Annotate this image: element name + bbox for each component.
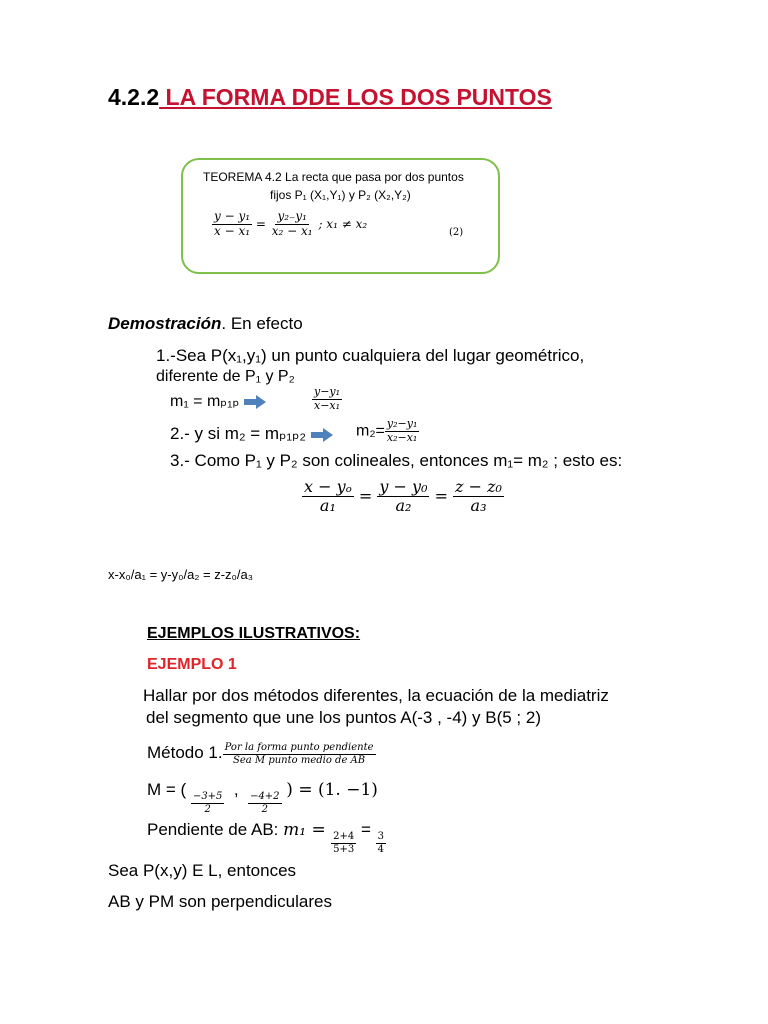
demo-heading bbox=[108, 314, 303, 334]
m2-num: y₂−y₁ bbox=[386, 417, 418, 430]
right-arrow-icon bbox=[311, 428, 333, 442]
midpoint-comma: , bbox=[233, 780, 239, 799]
slope-result-num: 3 bbox=[377, 831, 384, 842]
slope-m: m₁ = bbox=[283, 820, 332, 840]
step2-text: 2.- y si m₂ = mₚ₁ₚ₂ bbox=[170, 424, 306, 443]
midpoint-x-num: −3+5 bbox=[192, 791, 223, 802]
section-number: 4.2.2 bbox=[108, 84, 160, 110]
theorem-lhs-num: y − y₁ bbox=[214, 209, 251, 223]
problem-line2: del segmento que une los puntos A(-3 , -4) y B(5 ; 2) bbox=[146, 708, 541, 727]
eq-a-fraction bbox=[302, 478, 354, 516]
eq-c-fraction bbox=[453, 478, 504, 516]
theorem-rhs-num: y₂₋y₁ bbox=[277, 209, 307, 223]
method1-label: Método 1. bbox=[147, 743, 223, 762]
slope-result-den: 4 bbox=[377, 843, 384, 855]
eq-a-den: a₁ bbox=[319, 496, 336, 516]
theorem-rhs-den: x₂ − x₁ bbox=[271, 223, 313, 238]
theorem-line-2: fijos P₁ (X₁,Y₁) y P₂ (X₂,Y₂) bbox=[270, 188, 411, 202]
conclusion-line-b: AB y PM son perpendiculares bbox=[108, 892, 332, 911]
m1-den: x−x₁ bbox=[314, 398, 341, 412]
eq-b-den: a₂ bbox=[395, 496, 412, 516]
method1-den: Sea M punto medio de AB bbox=[233, 754, 366, 766]
midpoint-x-den: 2 bbox=[204, 803, 211, 815]
demo-label: Demostración bbox=[108, 314, 222, 333]
demo-after-label: . En efecto bbox=[221, 314, 303, 333]
theorem-line-1: TEOREMA 4.2 La recta que pasa por dos puntos bbox=[203, 170, 464, 184]
m1-text: m₁ = mₚ₁ₚ bbox=[170, 393, 240, 410]
m2-expression bbox=[356, 418, 419, 444]
step2-row bbox=[170, 424, 333, 444]
theorem-condition: ; x₁ ≠ x₂ bbox=[318, 216, 368, 231]
right-arrow-icon bbox=[244, 395, 266, 409]
theorem-formula: $\frac{\text{y − y₁}}{\text{x − x₁}}$ = $\frac{\text{y₂₋y₁}}{\text{x₂ − x₁}}$ ; x₁ ≠ x₂ bbox=[214, 209, 368, 238]
slope-num: 2+4 bbox=[333, 831, 355, 842]
slope-row bbox=[147, 820, 386, 855]
step1-line1: 1.-Sea P(x₁,y₁) un punto cualquiera del lugar geométrico, bbox=[156, 346, 585, 365]
theorem-lhs-fraction bbox=[212, 210, 252, 239]
midpoint-y-den: 2 bbox=[261, 803, 268, 815]
equation-number: (2) bbox=[449, 227, 464, 238]
eq-b-fraction bbox=[377, 478, 429, 516]
slope-equals: = bbox=[356, 820, 376, 839]
conclusion-line-a: Sea P(x,y) E L, entonces bbox=[108, 861, 297, 880]
eq-a-num: x − yₒ bbox=[304, 477, 352, 496]
midpoint-label: M = ( bbox=[147, 780, 187, 799]
collinear-equation: $\frac{\text{x − yₒ}}{\text{a₁}}$ = $\frac{\text{y − y₀}}{\text{a₂}}$ = $\frac{\text{z − z₀}}{\text{a₃}}$ bbox=[304, 477, 502, 516]
midpoint-result: ) = (1. −1) bbox=[286, 780, 378, 800]
theorem-lhs-den: x − x₁ bbox=[214, 223, 251, 238]
slope-den: 5+3 bbox=[333, 843, 355, 855]
m2-den: x₂−x₁ bbox=[386, 430, 418, 444]
slope-label: Pendiente de AB: bbox=[147, 820, 284, 839]
step1-line2: diferente de P₁ y P₂ bbox=[156, 368, 295, 385]
examples-heading bbox=[147, 625, 360, 643]
theorem-rhs-fraction bbox=[270, 210, 315, 239]
examples-heading-text: EJEMPLOS ILUSTRATIVOS: bbox=[147, 625, 361, 642]
midpoint-y-num: −4+2 bbox=[250, 791, 280, 802]
step3-text: 3.- Como P₁ y P₂ son colineales, entonces m₁= m₂ ; esto es: bbox=[170, 451, 623, 470]
plain-equation: x-x₀/a₁ = y-y₀/a₂ = z-z₀/a₃ bbox=[108, 567, 254, 582]
method1-row bbox=[147, 742, 376, 766]
m2-label: m₂= bbox=[356, 422, 385, 440]
example1-label: EJEMPLO 1 bbox=[147, 656, 237, 673]
section-title bbox=[108, 84, 552, 111]
eq-b-num: y − y₀ bbox=[379, 477, 428, 496]
eq-c-num: z − z₀ bbox=[455, 477, 502, 496]
m1-num: y−y₁ bbox=[314, 385, 341, 398]
method1-num: Por la forma punto pendiente bbox=[224, 742, 374, 753]
midpoint-row bbox=[147, 780, 378, 815]
m1-fraction bbox=[312, 386, 342, 412]
eq-c-den: a₃ bbox=[470, 496, 487, 516]
problem-line1: Hallar por dos métodos diferentes, la ecuación de la mediatriz bbox=[143, 686, 609, 705]
section-title-text: LA FORMA DDE LOS DOS PUNTOS bbox=[159, 84, 552, 110]
m1-row bbox=[170, 391, 266, 411]
